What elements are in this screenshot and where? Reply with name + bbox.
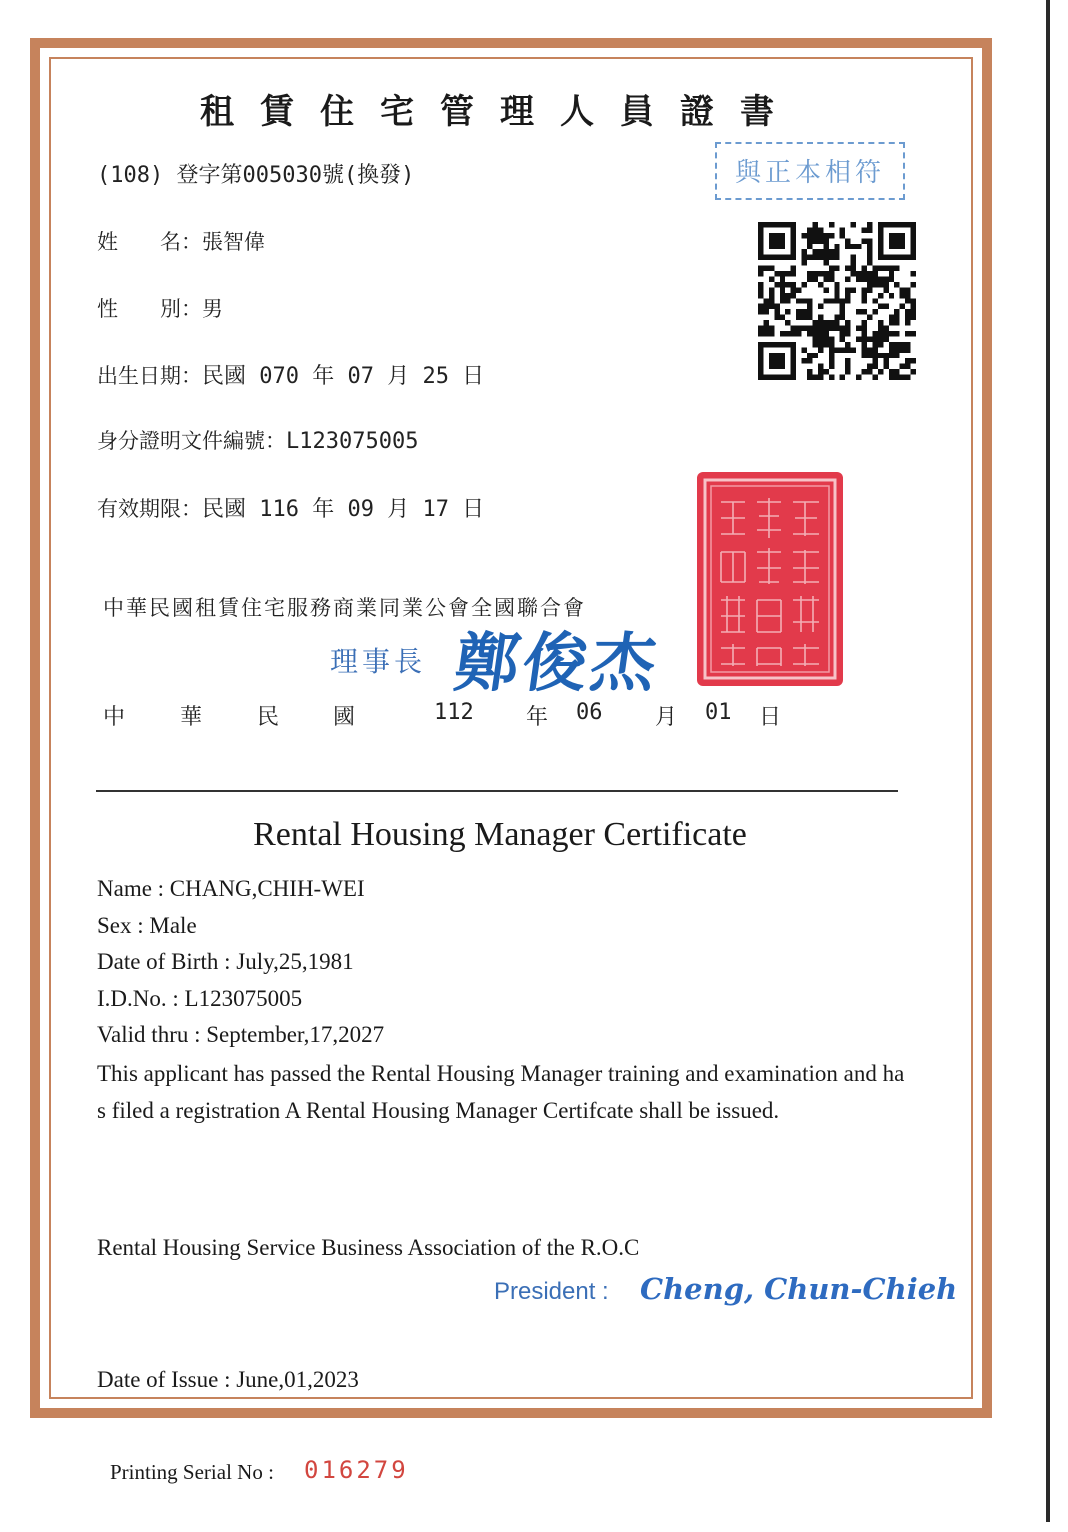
name-field-en: Name : CHANG,CHIH-WEI: [97, 876, 365, 901]
issue-date-char-4: 國: [333, 705, 356, 730]
issue-year-unit-zh: 年: [526, 705, 549, 730]
birth-date-label-zh: 出生日期：: [97, 364, 202, 388]
id-number-field-en: I.D.No. : L123075005: [97, 986, 303, 1011]
issue-date-char-1: 中: [103, 705, 126, 730]
president-label-en: President :: [494, 1278, 609, 1305]
issue-year-zh: 112: [434, 700, 474, 725]
valid-until-value-zh: 民國 116 年 09 月 17 日: [202, 497, 485, 522]
serial-number-label: Printing Serial No :: [110, 1460, 274, 1484]
name-value-zh: 張智偉: [202, 230, 265, 254]
sex-label-zh: 性 別：: [97, 297, 202, 321]
registration-number: (108) 登字第005030號(換發): [97, 163, 415, 188]
id-number-label-zh: 身分證明文件編號：: [97, 429, 286, 453]
name-row-zh: [97, 226, 265, 256]
sex-value-zh: 男: [202, 297, 223, 321]
date-of-issue-en: Date of Issue : June,01,2023: [97, 1367, 359, 1392]
birth-date-row-zh: [97, 359, 484, 390]
valid-thru-field-en: Valid thru : September,17,2027: [97, 1022, 385, 1047]
certification-statement: This applicant has passed the Rental Housing Manager training and examination and has filed a registration A Rental Housing Manager Certifcate shall be issued.: [97, 1061, 905, 1123]
id-number-value-zh: L123075005: [286, 429, 419, 454]
birth-date-field-en: Date of Birth : July,25,1981: [97, 949, 354, 974]
name-label-zh: 姓 名：: [97, 230, 202, 254]
president-signature-en: Cheng, Chun-Chieh: [640, 1272, 958, 1306]
sex-field-en: Sex : Male: [97, 913, 197, 938]
certificate-title-en: Rental Housing Manager Certificate: [253, 816, 747, 853]
valid-until-row-zh: [97, 492, 484, 523]
issue-date-char-3: 民: [257, 705, 280, 730]
page-edge-line: [1046, 0, 1050, 1522]
association-name-en: Rental Housing Service Business Association of the R.O.C: [97, 1235, 640, 1260]
id-number-row-zh: [97, 425, 418, 455]
qr-code: [758, 222, 916, 380]
certificate-title-zh: 租賃住宅管理人員證書: [200, 92, 800, 132]
president-label-zh: 理事長: [330, 645, 427, 678]
president-signature-zh: 鄭俊杰: [449, 626, 665, 701]
association-name-zh: 中華民國租賃住宅服務商業同業公會全國聯合會: [103, 596, 586, 620]
birth-date-value-zh: 民國 070 年 07 月 25 日: [202, 364, 485, 389]
issue-day-unit-zh: 日: [759, 705, 782, 730]
issue-day-zh: 01: [705, 700, 732, 725]
issue-date-char-2: 華: [180, 705, 203, 730]
issue-month-unit-zh: 月: [655, 705, 678, 730]
sex-row-zh: [97, 293, 223, 323]
valid-until-label-zh: 有效期限：: [97, 497, 202, 521]
true-copy-stamp: 與正本相符: [715, 142, 905, 200]
section-divider: [96, 790, 898, 792]
issue-month-zh: 06: [576, 700, 603, 725]
official-seal: [697, 472, 843, 686]
serial-number-value: 016279: [304, 1456, 409, 1484]
